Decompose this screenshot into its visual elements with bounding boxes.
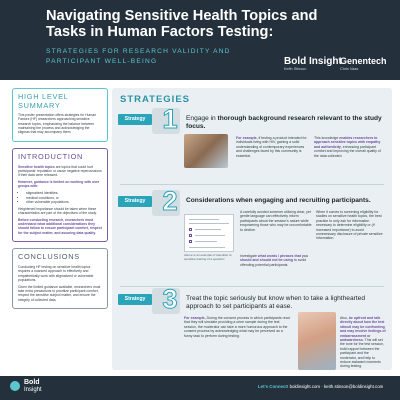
strategy-1-number: 1 bbox=[162, 104, 178, 134]
strategy-2-tag: Strategy bbox=[118, 196, 152, 207]
strategy-3-upfront-pre: Also, bbox=[340, 316, 349, 320]
footer-logo bbox=[24, 379, 42, 394]
strategy-3-example-label: For example, bbox=[184, 316, 206, 320]
strategy-3-title: Treat the topic seriously but know when to take a lighthearted approach to set participants at ease. bbox=[186, 295, 365, 310]
conclusions-paragraph-1: Conducting HF testing on sensitive health topics requires a nuanced approach to effectively and empathetically work with stigmatized or vulnerable populations. bbox=[18, 265, 94, 282]
checkbox-icon bbox=[189, 234, 192, 237]
intro-bullet-list bbox=[26, 191, 102, 204]
strategy-2-number: 2 bbox=[162, 186, 178, 216]
footer-logo-line-1: Bold bbox=[24, 379, 40, 386]
screener-caption: Above is an example of transition to sensitive training of a question bbox=[184, 253, 232, 261]
strategy-1-benefit-pre: This knowledge bbox=[314, 136, 340, 140]
footer-contact bbox=[258, 384, 383, 389]
poster-footer bbox=[0, 376, 400, 400]
introduction-box bbox=[12, 148, 108, 242]
strategy-2-screener-text: A carefully worded screener utilizing clear, yet gentle language can effectively inform participants about the session's nature while empowering those who may be uncomfortable to decline. bbox=[240, 210, 312, 232]
footer-logo-line-2: Insight bbox=[24, 387, 42, 393]
strategy-divider bbox=[120, 184, 384, 185]
conclusions-paragraph-2: Given the limited guidance available, researchers must take extra precautions to prioritize participant comfort, respect the sensitive subject matter, and ensure the integrity of collected data. bbox=[18, 284, 101, 302]
screener-form-image bbox=[184, 214, 234, 252]
list-item: • medical conditions, or bbox=[26, 196, 102, 200]
list-item: • other vulnerable populations. bbox=[26, 200, 102, 204]
intro-paragraph-2 bbox=[18, 180, 102, 189]
footer-cta: Let's Connect! bbox=[258, 384, 289, 389]
bold-insight-wordmark: Bold Insight bbox=[284, 56, 342, 67]
strategy-3-number: 3 bbox=[162, 284, 178, 314]
poster-title: Navigating Sensitive Health Topics and Tasks in Human Factors Testing: bbox=[46, 8, 318, 40]
checkbox-icon bbox=[189, 240, 192, 243]
bold-insight-mark-icon bbox=[10, 381, 20, 391]
bold-insight-logo bbox=[284, 56, 342, 71]
strategy-1-benefit-rest: , enhancing participant comfort and improving the overall quality of the data collected. bbox=[314, 144, 381, 158]
strategy-2-eligibility-text: When it comes to screening eligibility for studies on sensitive health topics, the best practice to only ask for information necessary to determine eligibility or (if increased importance) to avoid unnecessary disclosure of private sensitive information. bbox=[316, 210, 383, 241]
strategies-panel bbox=[112, 88, 392, 370]
strategy-1-tag: Strategy bbox=[118, 114, 152, 125]
strategy-3-upfront-bold: be upfront and talk directly about how the test stimuli may be confronting and may involve feelings of embarrassment or awkwardness. bbox=[340, 316, 386, 343]
strategy-1-title-bold: thorough background research relevant to the study focus. bbox=[186, 115, 382, 130]
strategy-1 bbox=[118, 104, 386, 182]
form-line bbox=[189, 247, 225, 248]
checkbox-icon bbox=[189, 228, 192, 231]
intro-paragraph-4 bbox=[18, 218, 102, 235]
left-column bbox=[12, 88, 108, 315]
strategy-3-upfront-rest: This will set the tone for the test session, build rapport between the participant and the moderator, and help to reduce awkward moments during testing. bbox=[340, 338, 384, 369]
strategy-1-title bbox=[186, 115, 386, 131]
strategy-2-wording-bold: what words / phrases that you should and should not be using bbox=[240, 254, 309, 263]
strategy-2-wording-rest: to avoid offending potential participants. bbox=[240, 258, 307, 267]
footer-contact-info[interactable]: boldinsight.com · keith.stinson@boldinsight.com bbox=[289, 384, 384, 389]
genentech-logo bbox=[340, 56, 387, 71]
participant-photo bbox=[298, 312, 336, 370]
strategy-3-upfront-text bbox=[340, 316, 386, 369]
poster-header bbox=[0, 0, 400, 80]
strategy-2 bbox=[118, 186, 386, 276]
list-item: • stigmatized identities, bbox=[26, 191, 102, 195]
strategy-2-title bbox=[186, 197, 386, 205]
author1-name: Keith Stinson bbox=[284, 67, 307, 71]
form-line bbox=[189, 219, 219, 220]
form-line bbox=[195, 229, 221, 230]
people-photo bbox=[184, 134, 228, 168]
strategy-3-example-text: During the consent process in which participants read that they will simulate providing a urine sample during the test session, the moderator can take a more humorous approach to the consent process by acknowledging what may be perceived as a funny task to perform during testing. bbox=[184, 316, 290, 338]
intro-paragraph-3: Heightened importance should be taken when these characteristics are part of the objectives of the study. bbox=[18, 206, 97, 215]
intro-paragraph-1 bbox=[18, 165, 102, 178]
strategy-1-example bbox=[236, 136, 308, 158]
strategy-3-example bbox=[184, 316, 292, 338]
summary-box bbox=[12, 88, 108, 142]
intro-p4-bold: Before conducting research, researchers must understand what additional considerations they should follow to ensure participant comfort, respect for the subject matter, and assuring data quality. bbox=[18, 217, 102, 235]
strategy-3-tag: Strategy bbox=[118, 294, 152, 305]
summary-body: This poster presentation offers strategies for Human Factors (HF) researchers approaching sensitive research topics, emphasizing the balance between maintaining the process and acknowledging the stigmas that may accompany them. bbox=[18, 113, 97, 135]
introduction-heading: INTRODUCTION bbox=[18, 152, 84, 162]
strategy-1-benefit bbox=[314, 136, 384, 158]
author2-name: Chris Vaas bbox=[340, 67, 359, 71]
form-line bbox=[189, 223, 229, 224]
strategy-1-title-pre: Engage in bbox=[186, 115, 218, 122]
strategy-2-title-bold: Considerations when engaging and recruiting participants. bbox=[186, 197, 371, 204]
intro-p2-bold: However, guidance is limited on working with user groups with: bbox=[18, 180, 100, 189]
strategy-1-example-label: For example, bbox=[236, 136, 258, 140]
strategy-1-example-text: if testing a product intended for individuals living with HIV, gaining a solid understanding of contemporary experiences and challenges faced by this community is essential. bbox=[236, 136, 307, 158]
genentech-wordmark: Genentech bbox=[340, 56, 387, 66]
form-line bbox=[195, 241, 217, 242]
strategy-3 bbox=[118, 284, 386, 369]
strategy-1-benefit-bold: enables researchers to approach sensitive topics with empathy and authenticity bbox=[314, 136, 381, 149]
strategy-2-wording-text bbox=[240, 254, 312, 267]
conclusions-heading: CONCLUSIONS bbox=[18, 252, 80, 262]
intro-p1-bold: Sensitive health topics bbox=[18, 164, 55, 169]
summary-heading: HIGH LEVEL SUMMARY bbox=[18, 92, 69, 110]
poster-subtitle: STRATEGIES FOR RESEARCH VALIDITY AND PARTICIPANT WELL-BEING bbox=[46, 48, 231, 65]
intro-p1-rest: are topics that could hurt participants' reputation or cause negative repercussions if their data were released. bbox=[18, 164, 102, 178]
conclusions-box bbox=[12, 248, 108, 309]
form-line bbox=[195, 235, 225, 236]
strategies-heading: STRATEGIES bbox=[120, 94, 190, 105]
strategy-2-wording-pre: Investigate bbox=[240, 254, 258, 258]
